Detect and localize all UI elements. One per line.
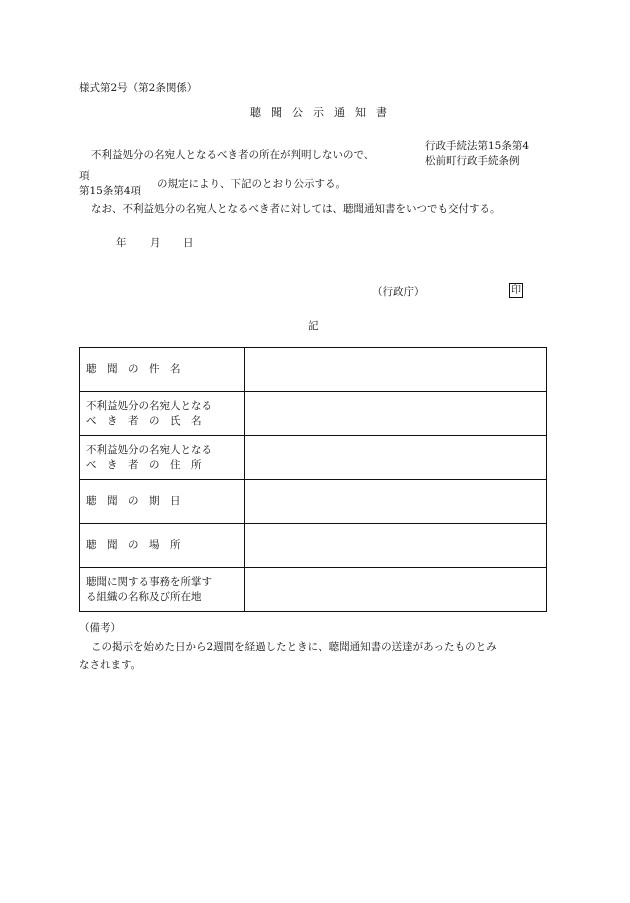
ki-heading: 記 xyxy=(308,320,319,332)
remarks-heading: （備考） xyxy=(79,622,121,634)
table-row xyxy=(80,436,547,480)
row-value xyxy=(245,568,547,612)
label-line: る組織の名称及び所在地 xyxy=(86,590,202,603)
paragraph-2: なお、不利益処分の名宛人となるべき者に対しては、聴聞通知書をいつでも交付する。 xyxy=(91,203,501,215)
law-option-1: 行政手続法第15条第4 xyxy=(425,140,530,152)
row-label xyxy=(80,480,245,524)
law-option-2-continued: 第15条第4項 xyxy=(79,185,142,197)
date-year: 年 xyxy=(116,237,127,249)
seal-mark: 印 xyxy=(511,285,521,296)
document-title: 聴聞公示通知書 xyxy=(250,106,397,119)
date-month: 月 xyxy=(150,237,161,249)
row-value xyxy=(245,524,547,568)
law-option-2: 松前町行政手続条例 xyxy=(425,155,520,167)
label-line: 聴 聞 の 件 名 xyxy=(86,363,181,375)
row-value xyxy=(245,480,547,524)
date-day: 日 xyxy=(183,237,194,249)
remarks-line-1: この掲示を始めた日から2週間を経過したときに、聴聞通知書の送達があったものとみ xyxy=(91,641,497,653)
row-label xyxy=(80,568,245,612)
row-label xyxy=(80,348,245,392)
law-option-1-continued: 項 xyxy=(79,170,90,182)
row-value xyxy=(245,392,547,436)
remarks-line-2: なされます。 xyxy=(79,659,142,671)
table-row xyxy=(80,524,547,568)
label-line: べ き 者 の 氏 名 xyxy=(86,414,202,427)
paragraph-1-end: の規定により、下記のとおり公示する。 xyxy=(157,178,346,190)
label-line: 聴 聞 の 期 日 xyxy=(86,495,181,507)
notice-table xyxy=(79,347,547,612)
label-line: 聴聞に関する事務を所掌す xyxy=(86,575,212,588)
table-row xyxy=(80,568,547,612)
agency-label: （行政庁） xyxy=(372,286,425,298)
label-line: 不利益処分の名宛人となる xyxy=(86,443,212,456)
row-value xyxy=(245,348,547,392)
label-line: 不利益処分の名宛人となる xyxy=(86,399,212,412)
row-label xyxy=(80,392,245,436)
row-value xyxy=(245,436,547,480)
label-line: 聴 聞 の 場 所 xyxy=(86,539,181,551)
table-row xyxy=(80,348,547,392)
paragraph-1-start: 不利益処分の名宛人となるべき者の所在が判明しないので、 xyxy=(91,149,375,161)
table-row xyxy=(80,392,547,436)
row-label xyxy=(80,524,245,568)
row-label xyxy=(80,436,245,480)
label-line: べ き 者 の 住 所 xyxy=(86,458,202,471)
form-number: 様式第2号（第2条関係） xyxy=(79,82,198,94)
table-row xyxy=(80,480,547,524)
